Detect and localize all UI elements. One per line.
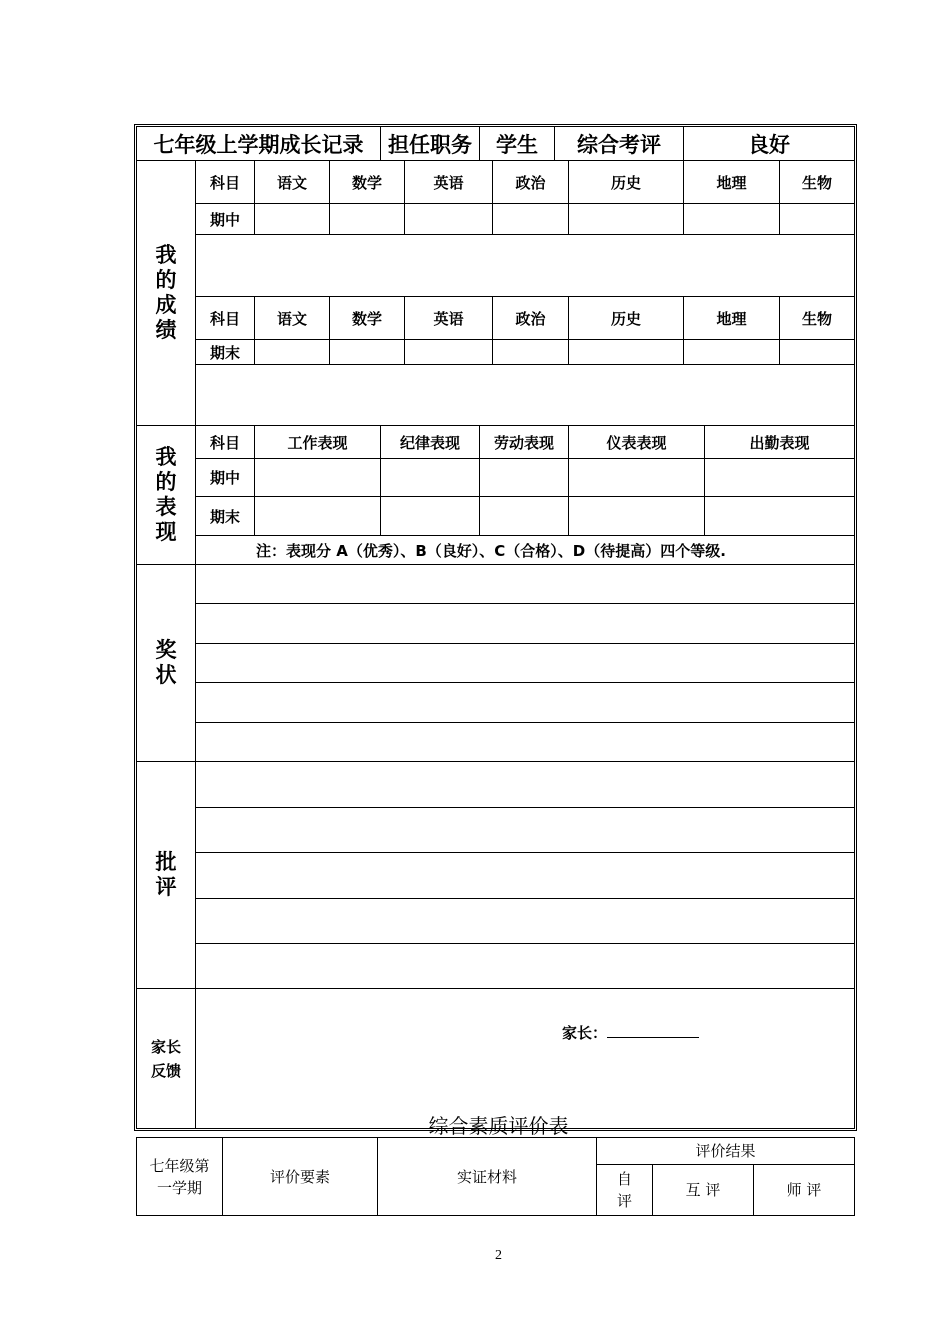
performance-header-cell: 出勤表现 (705, 426, 855, 459)
teacher-eval-label: 师 评 (754, 1165, 855, 1216)
record-header-row (137, 127, 855, 161)
growth-record-table (136, 126, 855, 1129)
evaluation-title: 综合素质评价表 (428, 1114, 569, 1138)
grades-header-cell: 数学 (330, 297, 405, 340)
record-title: 七年级上学期成长记录 (137, 127, 381, 161)
grades-subject-row-midterm (137, 161, 855, 204)
awards-row (137, 565, 855, 604)
criticism-row (137, 762, 855, 808)
midterm-label: 期中 (196, 204, 255, 235)
midterm-label: 期中 (196, 459, 255, 497)
performance-header-cell: 科目 (196, 426, 255, 459)
performance-cell[interactable] (381, 459, 480, 497)
grade-cell[interactable] (569, 204, 684, 235)
grades-header-cell: 英语 (405, 161, 493, 204)
grades-header-cell: 政治 (493, 297, 569, 340)
performance-cell[interactable] (480, 497, 569, 536)
performance-section-label: 我 的 表 现 (137, 426, 196, 565)
grades-final-notes-row (137, 365, 855, 426)
performance-cell[interactable] (569, 459, 705, 497)
performance-cell[interactable] (480, 459, 569, 497)
grade-cell[interactable] (330, 204, 405, 235)
grades-final-row (137, 340, 855, 365)
assessment-label: 综合考评 (555, 127, 684, 161)
performance-header-cell: 仪表表现 (569, 426, 705, 459)
grades-header-cell: 历史 (569, 161, 684, 204)
performance-header-row (137, 426, 855, 459)
grades-header-cell: 政治 (493, 161, 569, 204)
grade-cell[interactable] (684, 340, 780, 365)
awards-section-label: 奖 状 (137, 565, 196, 762)
performance-cell[interactable] (705, 459, 855, 497)
grade-cell[interactable] (780, 204, 855, 235)
grades-header-cell: 科目 (196, 161, 255, 204)
grade-cell[interactable] (330, 340, 405, 365)
grade-cell[interactable] (405, 340, 493, 365)
factors-label: 评价要素 (223, 1138, 378, 1216)
result-label: 评价结果 (597, 1138, 855, 1165)
performance-final-row (137, 497, 855, 536)
parent-signature (562, 1022, 699, 1043)
position-label: 担任职务 (381, 127, 480, 161)
awards-line[interactable] (196, 565, 855, 604)
grades-header-cell: 地理 (684, 297, 780, 340)
performance-header-cell: 劳动表现 (480, 426, 569, 459)
grades-header-cell: 语文 (255, 297, 330, 340)
position-value: 学生 (480, 127, 555, 161)
grades-midterm-row (137, 204, 855, 235)
performance-cell[interactable] (381, 497, 480, 536)
performance-header-cell: 纪律表现 (381, 426, 480, 459)
grade-cell[interactable] (684, 204, 780, 235)
grade-cell[interactable] (405, 204, 493, 235)
parent-sign-label: 家长： (562, 1024, 608, 1042)
performance-cell[interactable] (705, 497, 855, 536)
term-label: 七年级第 一学期 (137, 1138, 223, 1216)
evaluation-table (136, 1137, 855, 1216)
grade-cell[interactable] (493, 204, 569, 235)
grades-header-cell: 英语 (405, 297, 493, 340)
grade-cell[interactable] (255, 204, 330, 235)
criticism-line[interactable] (196, 944, 855, 989)
assessment-value: 良好 (684, 127, 855, 161)
criticism-line[interactable] (196, 899, 855, 944)
final-label: 期末 (196, 340, 255, 365)
criticism-line[interactable] (196, 762, 855, 808)
grades-final-notes[interactable] (196, 365, 855, 426)
performance-cell[interactable] (569, 497, 705, 536)
page-number: 2 (495, 1248, 502, 1263)
grade-cell[interactable] (569, 340, 684, 365)
grades-midterm-notes-row (137, 235, 855, 297)
grades-midterm-notes[interactable] (196, 235, 855, 297)
grades-header-cell: 生物 (780, 161, 855, 204)
performance-midterm-row (137, 459, 855, 497)
performance-header-cell: 工作表现 (255, 426, 381, 459)
grades-header-cell: 地理 (684, 161, 780, 204)
performance-cell[interactable] (255, 459, 381, 497)
criticism-section-label: 批 评 (137, 762, 196, 989)
parent-feedback-row (137, 989, 855, 1129)
parent-section-label: 家长 反馈 (137, 989, 196, 1129)
criticism-line[interactable] (196, 853, 855, 899)
performance-cell[interactable] (255, 497, 381, 536)
criticism-line[interactable] (196, 808, 855, 853)
performance-note-row (137, 536, 855, 565)
grade-cell[interactable] (255, 340, 330, 365)
grades-header-cell: 语文 (255, 161, 330, 204)
self-eval-label: 自 评 (597, 1165, 653, 1216)
awards-line[interactable] (196, 604, 855, 644)
final-label: 期末 (196, 497, 255, 536)
parent-feedback-area[interactable] (196, 989, 855, 1129)
grades-header-cell: 生物 (780, 297, 855, 340)
evidence-label: 实证材料 (378, 1138, 597, 1216)
grades-section-label: 我 的 成 绩 (137, 161, 196, 426)
awards-line[interactable] (196, 644, 855, 683)
parent-signature-line[interactable] (607, 1023, 699, 1038)
grade-cell[interactable] (780, 340, 855, 365)
grades-header-cell: 数学 (330, 161, 405, 204)
grades-header-cell: 历史 (569, 297, 684, 340)
grades-subject-row-final (137, 297, 855, 340)
peer-eval-label: 互 评 (653, 1165, 754, 1216)
performance-note: 注：表现分 A（优秀）、B（良好）、C（合格）、D（待提高）四个等级. (196, 536, 855, 565)
awards-line[interactable] (196, 683, 855, 723)
grade-cell[interactable] (493, 340, 569, 365)
grades-header-cell: 科目 (196, 297, 255, 340)
awards-line[interactable] (196, 723, 855, 762)
